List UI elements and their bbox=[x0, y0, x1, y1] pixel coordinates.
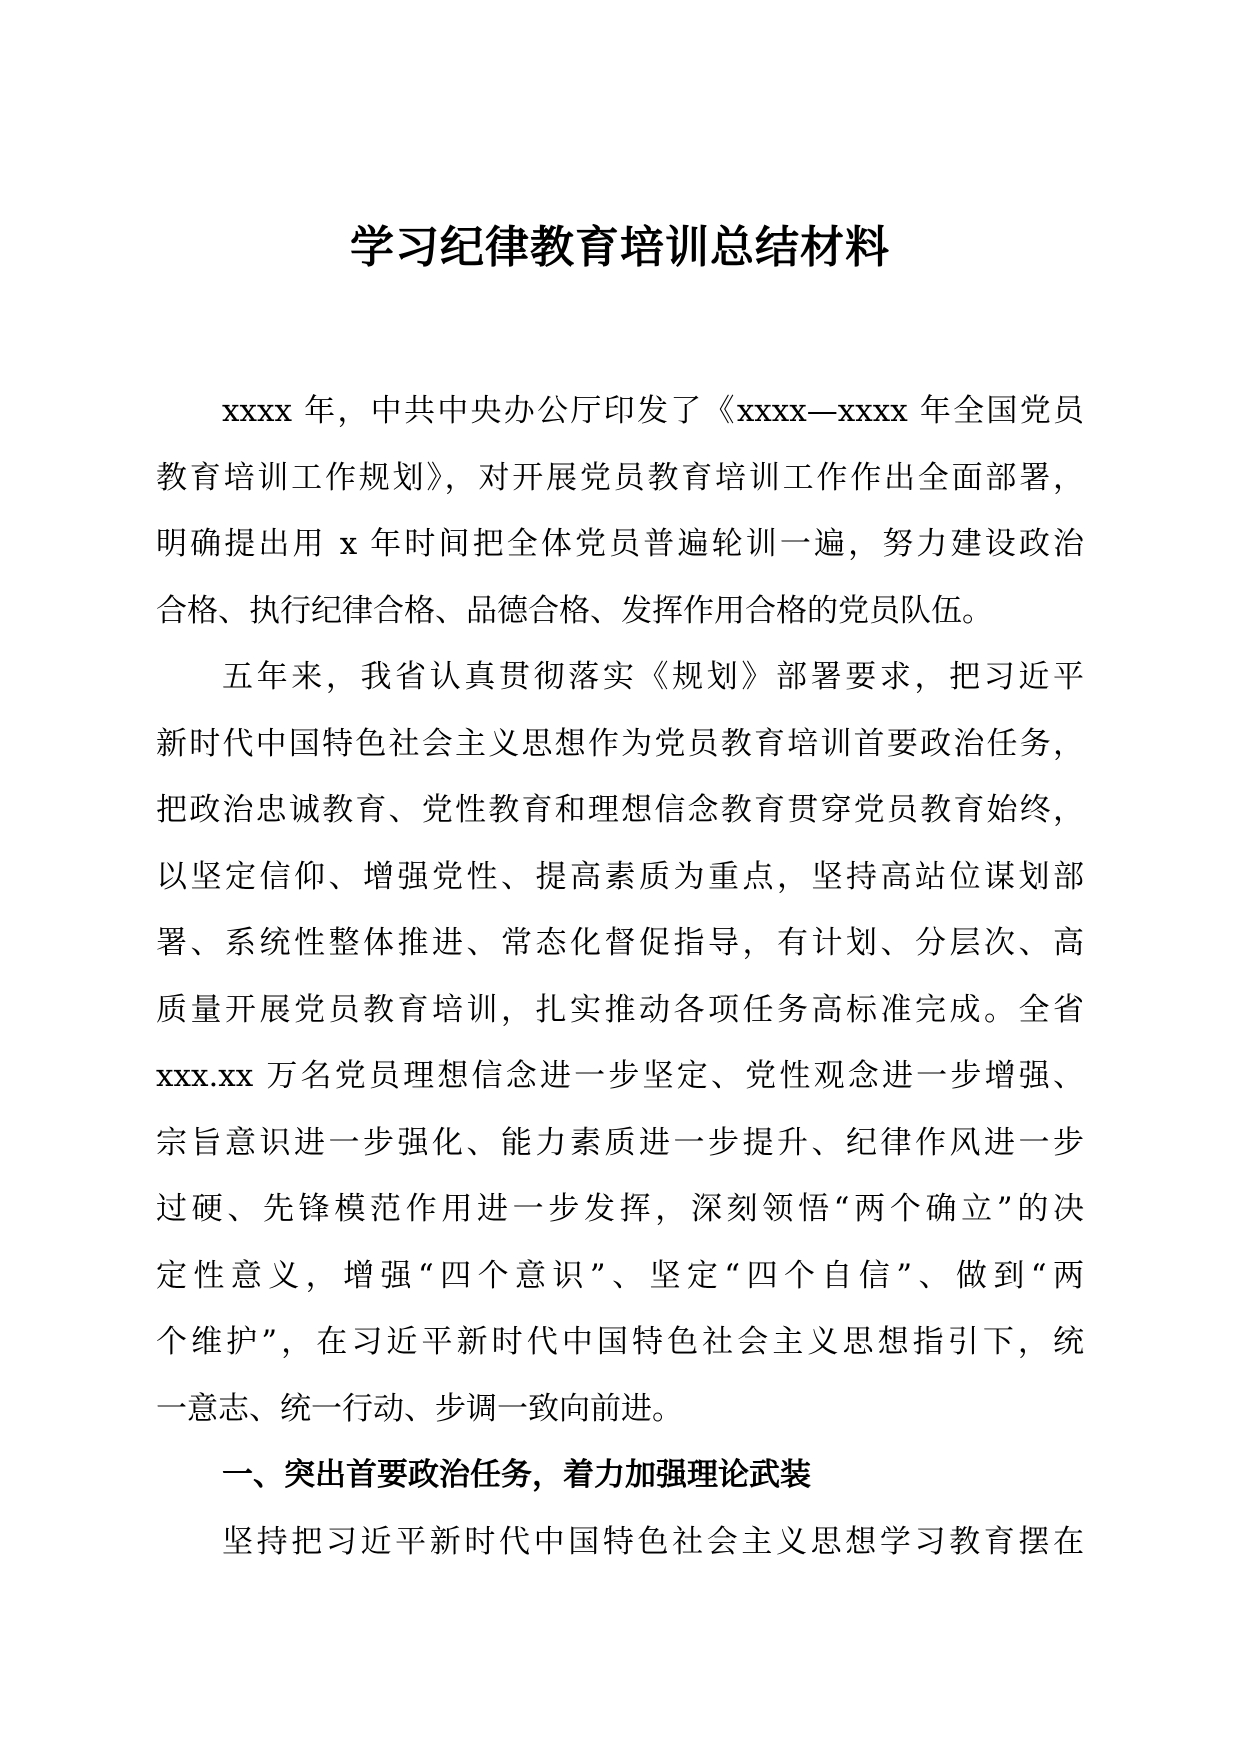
section-heading: 一、突出首要政治任务，着力加强理论武装 bbox=[222, 1457, 811, 1493]
paragraph-line: 质量开展党员教育培训，扎实推动各项任务高标准完成。全省 bbox=[156, 991, 1084, 1028]
paragraph-line: 以坚定信仰、增强党性、提高素质为重点，坚持高站位谋划部 bbox=[156, 858, 1084, 895]
paragraph-line: 把政治忠诚教育、党性教育和理想信念教育贯穿党员教育始终， bbox=[156, 792, 1084, 828]
paragraph-line: 明确提出用 x 年时间把全体党员普遍轮训一遍，努力建设政治 bbox=[156, 526, 1084, 562]
paragraph-2 bbox=[156, 644, 1084, 1442]
paragraph-1 bbox=[156, 378, 1084, 644]
paragraph-line: 个维护”，在习近平新时代中国特色社会主义思想指引下，统 bbox=[156, 1324, 1084, 1360]
paragraph-line: 坚持把习近平新时代中国特色社会主义思想学习教育摆在 bbox=[222, 1523, 1084, 1560]
paragraph-line: xxxx 年，中共中央办公厅印发了《xxxx—xxxx 年全国党员 bbox=[222, 393, 1084, 429]
paragraph-line: 新时代中国特色社会主义思想作为党员教育培训首要政治任务， bbox=[156, 725, 1084, 762]
paragraph-line: 一意志、统一行动、步调一致向前进。 bbox=[156, 1390, 683, 1427]
paragraph-line: xxx.xx 万名党员理想信念进一步坚定、党性观念进一步增强、 bbox=[156, 1058, 1084, 1094]
paragraph-line: 定性意义，增强“四个意识”、坚定“四个自信”、做到“两 bbox=[156, 1257, 1084, 1294]
paragraph-line: 合格、执行纪律合格、品德合格、发挥作用合格的党员队伍。 bbox=[156, 592, 993, 629]
document-body bbox=[156, 378, 1084, 1575]
paragraph-line: 过硬、先锋模范作用进一步发挥，深刻领悟“两个确立”的决 bbox=[156, 1191, 1084, 1227]
paragraph-line: 署、系统性整体推进、常态化督促指导，有计划、分层次、高 bbox=[156, 925, 1084, 961]
paragraph-line: 教育培训工作规划》，对开展党员教育培训工作作出全面部署， bbox=[156, 459, 1084, 496]
paragraph-3 bbox=[156, 1509, 1084, 1576]
paragraph-line: 宗旨意识进一步强化、能力素质进一步提升、纪律作风进一步 bbox=[156, 1124, 1084, 1161]
paragraph-line: 五年来，我省认真贯彻落实《规划》部署要求，把习近平 bbox=[222, 659, 1084, 695]
document-title: 学习纪律教育培训总结材料 bbox=[350, 222, 890, 273]
